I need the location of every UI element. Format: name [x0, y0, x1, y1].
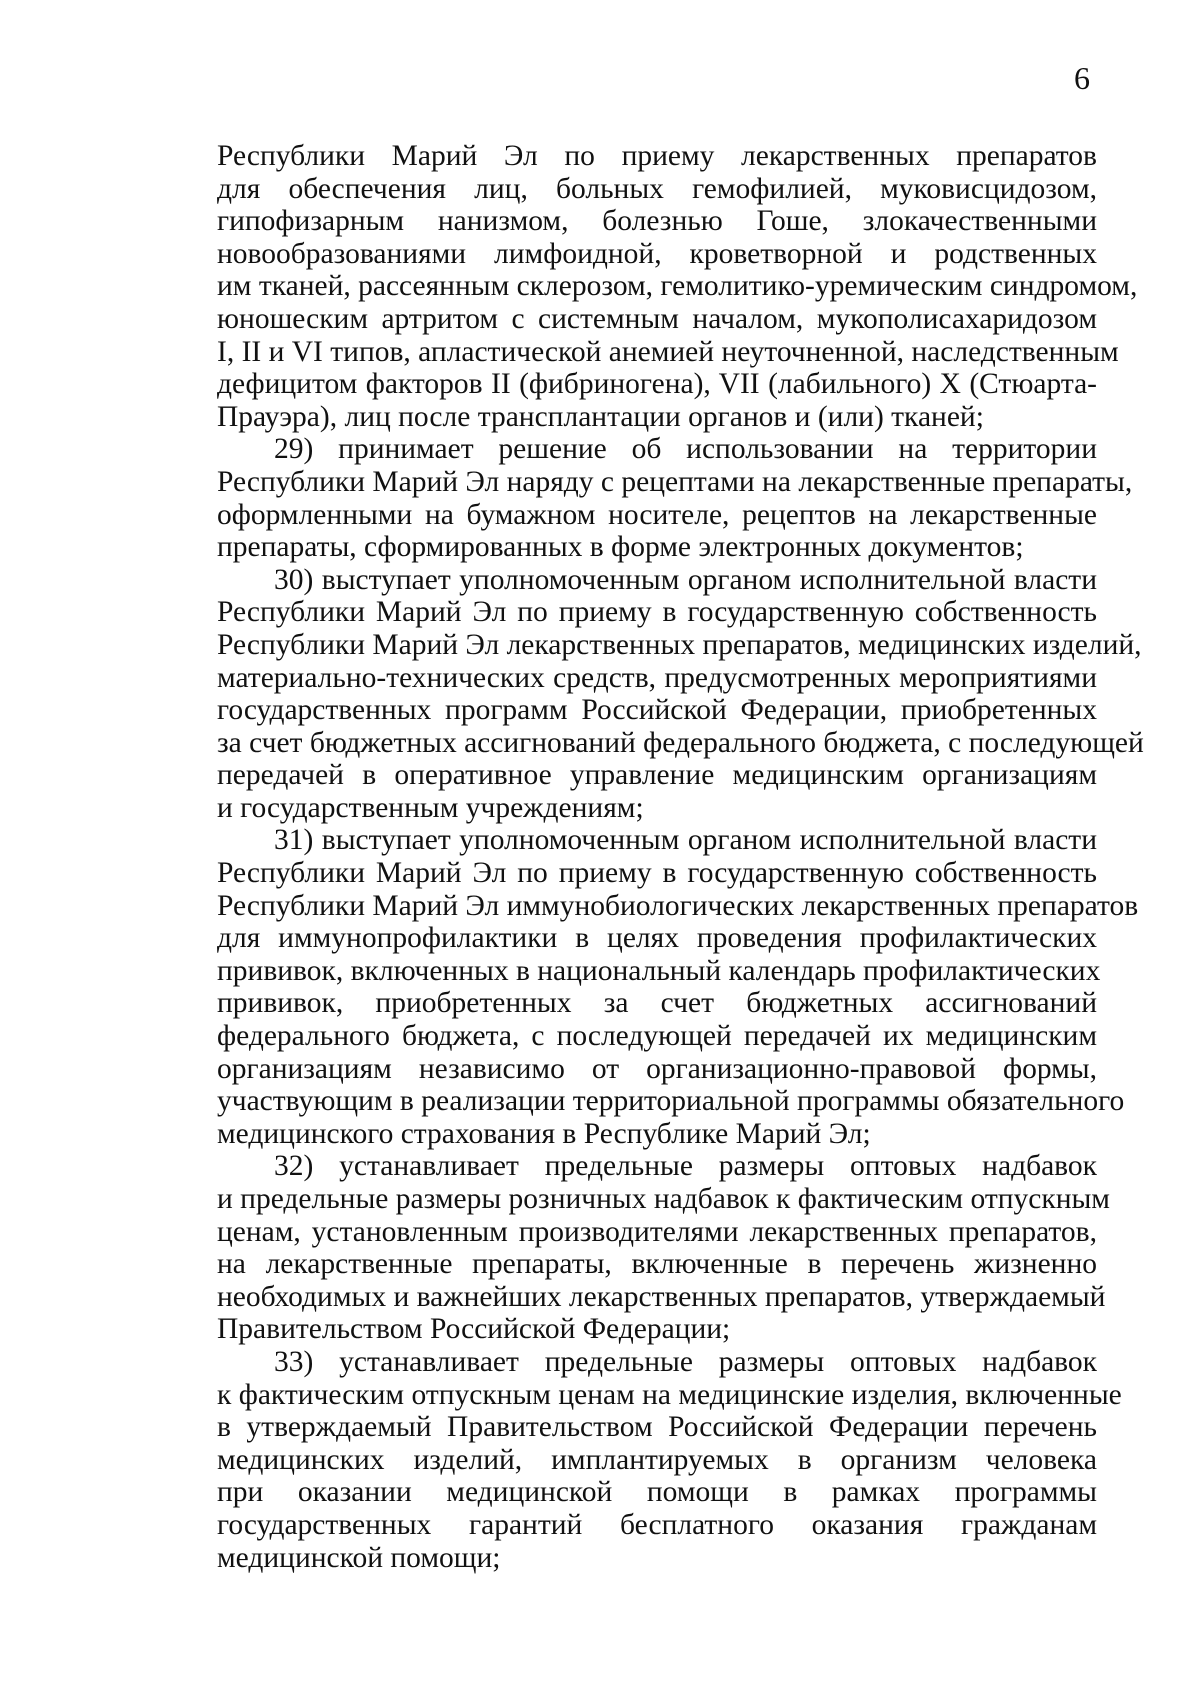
text-line: участвующим в реализации территориальной программы обязательного: [217, 1085, 1125, 1118]
text-line: Республики Марий Эл наряду с рецептами на лекарственные препараты,: [217, 465, 1133, 498]
text-line: гипофизарным нанизмом, болезнью Гоше, злокачественными: [217, 205, 1097, 238]
text-line: Республики Марий Эл по приему в государственную собственность: [217, 596, 1097, 629]
page-number: 6: [1074, 60, 1090, 96]
text-line: материально-технических средств, предусмотренных мероприятиями: [217, 661, 1097, 694]
text-line: 29) принимает решение об использовании на территории: [274, 433, 1097, 466]
text-line: необходимых и важнейших лекарственных препаратов, утверждаемый: [217, 1280, 1106, 1313]
text-line: передачей в оперативное управление медицинским организациям: [217, 759, 1097, 792]
text-line: государственных гарантий бесплатного оказания гражданам: [217, 1508, 1097, 1541]
paragraph: [217, 140, 1138, 433]
text-line: Правительством Российской Федерации;: [217, 1313, 731, 1346]
text-line: новообразованиями лимфоидной, кроветворной и родственных: [217, 237, 1097, 270]
text-line: 32) устанавливает предельные размеры оптовых надбавок: [274, 1150, 1097, 1183]
text-line: I, II и VI типов, апластической анемией неуточненной, наследственным: [217, 335, 1119, 368]
text-line: медицинского страхования в Республике Марий Эл;: [217, 1117, 871, 1150]
text-line: медицинской помощи;: [217, 1541, 501, 1574]
text-line: для иммунопрофилактики в целях проведения профилактических: [217, 922, 1097, 955]
text-line: Республики Марий Эл по приему лекарственных препаратов: [217, 140, 1097, 172]
text-line: федерального бюджета, с последующей передачей их медицинским: [217, 1020, 1097, 1053]
text-line: Прауэра), лиц после трансплантации органов и (или) тканей;: [217, 400, 984, 433]
text-line: при оказании медицинской помощи в рамках программы: [217, 1476, 1097, 1509]
text-line: 30) выступает уполномоченным органом исполнительной власти: [274, 563, 1097, 596]
paragraph: [217, 824, 1139, 1150]
text-line: препараты, сформированных в форме электронных документов;: [217, 531, 1024, 564]
text-line: прививок, приобретенных за счет бюджетных ассигнований: [217, 987, 1097, 1020]
paragraph: [217, 563, 1144, 825]
text-line: им тканей, рассеянным склерозом, гемолитико-уремическим синдромом,: [217, 270, 1138, 303]
document-body: [217, 140, 1144, 1574]
text-line: за счет бюджетных ассигнований федерального бюджета, с последующей: [217, 726, 1144, 759]
text-line: 33) устанавливает предельные размеры оптовых надбавок: [274, 1345, 1097, 1378]
text-line: Республики Марий Эл по приему в государственную собственность: [217, 857, 1097, 890]
paragraph: [217, 1150, 1110, 1346]
text-line: в утверждаемый Правительством Российской Федерации перечень: [217, 1411, 1097, 1444]
text-line: на лекарственные препараты, включенные в перечень жизненно: [217, 1248, 1097, 1281]
text-line: организациям независимо от организационно-правовой формы,: [217, 1052, 1097, 1085]
text-line: и предельные размеры розничных надбавок к фактическим отпускным: [217, 1183, 1110, 1215]
text-line: прививок, включенных в национальный календарь профилактических: [217, 954, 1101, 987]
paragraph: [217, 1345, 1122, 1574]
text-line: государственных программ Российской Федерации, приобретенных: [217, 694, 1097, 727]
text-line: оформленными на бумажном носителе, рецептов на лекарственные: [217, 498, 1097, 531]
text-line: ценам, установленным производителями лекарственных препаратов,: [217, 1215, 1097, 1248]
text-line: к фактическим отпускным ценам на медицинские изделия, включенные: [217, 1378, 1122, 1411]
text-line: дефицитом факторов II (фибриногена), VII (лабильного) X (Стюарта-: [217, 368, 1097, 401]
text-line: медицинских изделий, имплантируемых в организм человека: [217, 1443, 1097, 1476]
text-line: для обеспечения лиц, больных гемофилией, муковисцидозом,: [217, 172, 1097, 205]
text-line: юношеским артритом с системным началом, мукополисахаридозом: [217, 302, 1097, 335]
text-line: Республики Марий Эл лекарственных препаратов, медицинских изделий,: [217, 628, 1142, 661]
text-line: Республики Марий Эл иммунобиологических лекарственных препаратов: [217, 889, 1139, 922]
text-line: 31) выступает уполномоченным органом исполнительной власти: [274, 824, 1097, 857]
text-line: и государственным учреждениям;: [217, 791, 644, 824]
paragraph: [217, 433, 1133, 564]
